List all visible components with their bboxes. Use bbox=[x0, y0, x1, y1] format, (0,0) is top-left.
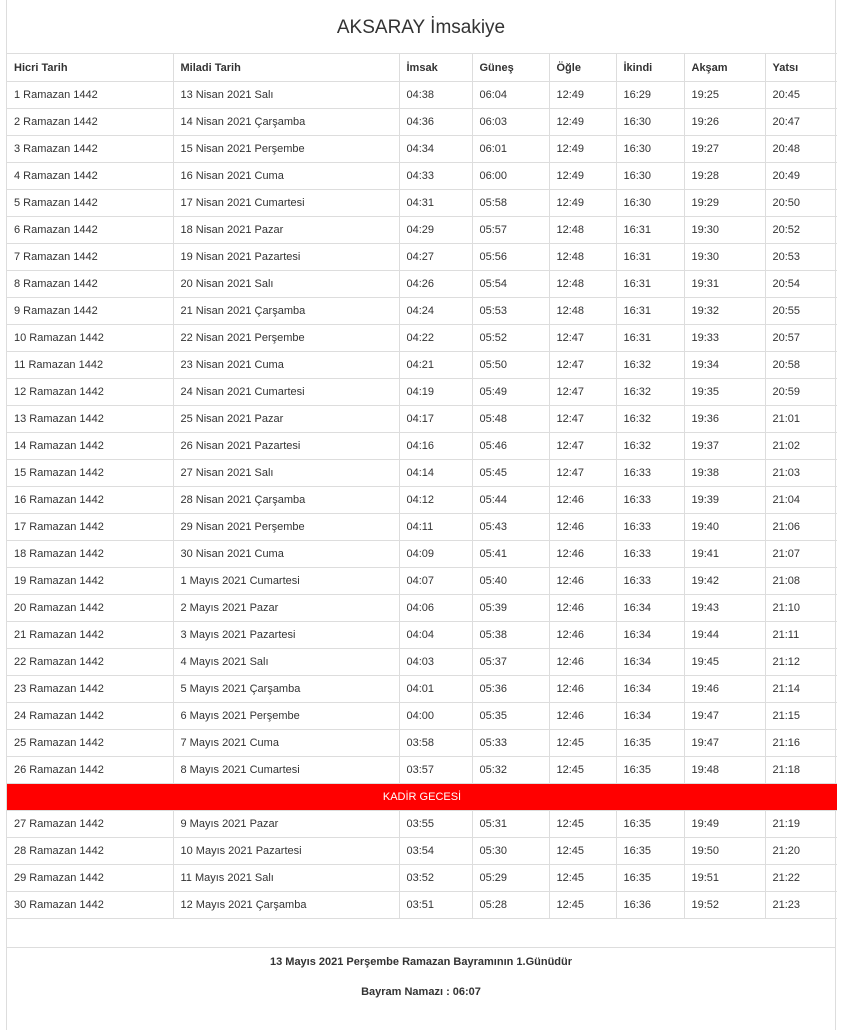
gunes-cell: 05:53 bbox=[472, 298, 549, 325]
miladi-tarih-cell: 28 Nisan 2021 Çarşamba bbox=[173, 487, 399, 514]
spacer-row bbox=[7, 919, 837, 947]
imsak-cell: 04:11 bbox=[399, 514, 472, 541]
table-row bbox=[7, 865, 837, 892]
ogle-cell: 12:45 bbox=[549, 865, 616, 892]
miladi-tarih-cell: 17 Nisan 2021 Cumartesi bbox=[173, 190, 399, 217]
gunes-cell: 06:00 bbox=[472, 163, 549, 190]
aksam-cell: 19:50 bbox=[684, 838, 765, 865]
miladi-tarih-cell: 13 Nisan 2021 Salı bbox=[173, 82, 399, 109]
hicri-tarih-cell: 7 Ramazan 1442 bbox=[7, 244, 173, 271]
hicri-tarih-cell: 11 Ramazan 1442 bbox=[7, 352, 173, 379]
hicri-tarih-cell: 22 Ramazan 1442 bbox=[7, 649, 173, 676]
gunes-cell: 05:44 bbox=[472, 487, 549, 514]
miladi-tarih-cell: 7 Mayıs 2021 Cuma bbox=[173, 730, 399, 757]
miladi-tarih-cell: 8 Mayıs 2021 Cumartesi bbox=[173, 757, 399, 784]
gunes-cell: 05:48 bbox=[472, 406, 549, 433]
hicri-tarih-cell: 13 Ramazan 1442 bbox=[7, 406, 173, 433]
gunes-cell: 05:38 bbox=[472, 622, 549, 649]
ikindi-cell: 16:34 bbox=[616, 649, 684, 676]
miladi-tarih-cell: 21 Nisan 2021 Çarşamba bbox=[173, 298, 399, 325]
header-imsak: İmsak bbox=[399, 54, 472, 82]
miladi-tarih-cell: 4 Mayıs 2021 Salı bbox=[173, 649, 399, 676]
imsak-cell: 03:52 bbox=[399, 865, 472, 892]
ogle-cell: 12:49 bbox=[549, 109, 616, 136]
hicri-tarih-cell: 16 Ramazan 1442 bbox=[7, 487, 173, 514]
table-row bbox=[7, 379, 837, 406]
ogle-cell: 12:46 bbox=[549, 541, 616, 568]
gunes-cell: 05:54 bbox=[472, 271, 549, 298]
ikindi-cell: 16:36 bbox=[616, 892, 684, 919]
miladi-tarih-cell: 9 Mayıs 2021 Pazar bbox=[173, 811, 399, 838]
imsak-cell: 03:55 bbox=[399, 811, 472, 838]
yatsi-cell: 20:47 bbox=[765, 109, 837, 136]
aksam-cell: 19:47 bbox=[684, 703, 765, 730]
ogle-cell: 12:49 bbox=[549, 190, 616, 217]
yatsi-cell: 20:58 bbox=[765, 352, 837, 379]
hicri-tarih-cell: 28 Ramazan 1442 bbox=[7, 838, 173, 865]
imsak-cell: 04:27 bbox=[399, 244, 472, 271]
table-row bbox=[7, 82, 837, 109]
footer bbox=[7, 947, 835, 1006]
imsak-cell: 04:17 bbox=[399, 406, 472, 433]
hicri-tarih-cell: 15 Ramazan 1442 bbox=[7, 460, 173, 487]
aksam-cell: 19:46 bbox=[684, 676, 765, 703]
table-row bbox=[7, 811, 837, 838]
table-row bbox=[7, 460, 837, 487]
gunes-cell: 05:49 bbox=[472, 379, 549, 406]
table-row bbox=[7, 595, 837, 622]
hicri-tarih-cell: 24 Ramazan 1442 bbox=[7, 703, 173, 730]
imsak-cell: 04:04 bbox=[399, 622, 472, 649]
hicri-tarih-cell: 8 Ramazan 1442 bbox=[7, 271, 173, 298]
ogle-cell: 12:46 bbox=[549, 595, 616, 622]
miladi-tarih-cell: 16 Nisan 2021 Cuma bbox=[173, 163, 399, 190]
gunes-cell: 05:40 bbox=[472, 568, 549, 595]
table-row bbox=[7, 838, 837, 865]
table-row bbox=[7, 649, 837, 676]
ogle-cell: 12:45 bbox=[549, 730, 616, 757]
hicri-tarih-cell: 29 Ramazan 1442 bbox=[7, 865, 173, 892]
ikindi-cell: 16:32 bbox=[616, 352, 684, 379]
hicri-tarih-cell: 30 Ramazan 1442 bbox=[7, 892, 173, 919]
imsak-cell: 04:34 bbox=[399, 136, 472, 163]
table-row bbox=[7, 487, 837, 514]
miladi-tarih-cell: 25 Nisan 2021 Pazar bbox=[173, 406, 399, 433]
gunes-cell: 05:39 bbox=[472, 595, 549, 622]
table-row bbox=[7, 892, 837, 919]
aksam-cell: 19:25 bbox=[684, 82, 765, 109]
ogle-cell: 12:48 bbox=[549, 244, 616, 271]
table-row bbox=[7, 406, 837, 433]
imsakiye-table bbox=[7, 53, 837, 947]
aksam-cell: 19:29 bbox=[684, 190, 765, 217]
ogle-cell: 12:48 bbox=[549, 298, 616, 325]
aksam-cell: 19:36 bbox=[684, 406, 765, 433]
hicri-tarih-cell: 2 Ramazan 1442 bbox=[7, 109, 173, 136]
gunes-cell: 06:04 bbox=[472, 82, 549, 109]
ikindi-cell: 16:35 bbox=[616, 838, 684, 865]
ogle-cell: 12:49 bbox=[549, 136, 616, 163]
gunes-cell: 05:58 bbox=[472, 190, 549, 217]
aksam-cell: 19:35 bbox=[684, 379, 765, 406]
gunes-cell: 05:36 bbox=[472, 676, 549, 703]
imsak-cell: 04:33 bbox=[399, 163, 472, 190]
ikindi-cell: 16:35 bbox=[616, 730, 684, 757]
hicri-tarih-cell: 4 Ramazan 1442 bbox=[7, 163, 173, 190]
yatsi-cell: 20:49 bbox=[765, 163, 837, 190]
ogle-cell: 12:46 bbox=[549, 568, 616, 595]
aksam-cell: 19:28 bbox=[684, 163, 765, 190]
gunes-cell: 05:46 bbox=[472, 433, 549, 460]
bayram-note: 13 Mayıs 2021 Perşembe Ramazan Bayramının 1.Günüdür bbox=[269, 955, 573, 968]
yatsi-cell: 20:45 bbox=[765, 82, 837, 109]
ikindi-cell: 16:30 bbox=[616, 163, 684, 190]
ikindi-cell: 16:35 bbox=[616, 811, 684, 838]
ogle-cell: 12:48 bbox=[549, 217, 616, 244]
aksam-cell: 19:52 bbox=[684, 892, 765, 919]
imsak-cell: 04:29 bbox=[399, 217, 472, 244]
ogle-cell: 12:47 bbox=[549, 433, 616, 460]
miladi-tarih-cell: 19 Nisan 2021 Pazartesi bbox=[173, 244, 399, 271]
page-title: AKSARAY İmsakiye bbox=[336, 17, 506, 38]
table-row bbox=[7, 514, 837, 541]
aksam-cell: 19:41 bbox=[684, 541, 765, 568]
miladi-tarih-cell: 27 Nisan 2021 Salı bbox=[173, 460, 399, 487]
ikindi-cell: 16:32 bbox=[616, 379, 684, 406]
imsak-cell: 04:26 bbox=[399, 271, 472, 298]
table-row bbox=[7, 244, 837, 271]
gunes-cell: 05:57 bbox=[472, 217, 549, 244]
ikindi-cell: 16:33 bbox=[616, 514, 684, 541]
table-row bbox=[7, 298, 837, 325]
table-row bbox=[7, 730, 837, 757]
ogle-cell: 12:46 bbox=[549, 649, 616, 676]
ogle-cell: 12:47 bbox=[549, 325, 616, 352]
hicri-tarih-cell: 14 Ramazan 1442 bbox=[7, 433, 173, 460]
miladi-tarih-cell: 15 Nisan 2021 Perşembe bbox=[173, 136, 399, 163]
imsak-cell: 04:36 bbox=[399, 109, 472, 136]
aksam-cell: 19:30 bbox=[684, 217, 765, 244]
yatsi-cell: 21:08 bbox=[765, 568, 837, 595]
table-row bbox=[7, 352, 837, 379]
yatsi-cell: 21:06 bbox=[765, 514, 837, 541]
ikindi-cell: 16:33 bbox=[616, 460, 684, 487]
ikindi-cell: 16:30 bbox=[616, 136, 684, 163]
yatsi-cell: 21:10 bbox=[765, 595, 837, 622]
ogle-cell: 12:49 bbox=[549, 163, 616, 190]
hicri-tarih-cell: 6 Ramazan 1442 bbox=[7, 217, 173, 244]
imsak-cell: 04:14 bbox=[399, 460, 472, 487]
ikindi-cell: 16:35 bbox=[616, 865, 684, 892]
ogle-cell: 12:45 bbox=[549, 811, 616, 838]
gunes-cell: 05:35 bbox=[472, 703, 549, 730]
ikindi-cell: 16:33 bbox=[616, 568, 684, 595]
aksam-cell: 19:26 bbox=[684, 109, 765, 136]
yatsi-cell: 20:54 bbox=[765, 271, 837, 298]
hicri-tarih-cell: 26 Ramazan 1442 bbox=[7, 757, 173, 784]
table-row bbox=[7, 163, 837, 190]
ogle-cell: 12:46 bbox=[549, 703, 616, 730]
yatsi-cell: 21:14 bbox=[765, 676, 837, 703]
miladi-tarih-cell: 26 Nisan 2021 Pazartesi bbox=[173, 433, 399, 460]
aksam-cell: 19:44 bbox=[684, 622, 765, 649]
ikindi-cell: 16:34 bbox=[616, 595, 684, 622]
gunes-cell: 05:41 bbox=[472, 541, 549, 568]
imsakiye-container bbox=[6, 0, 836, 1030]
miladi-tarih-cell: 24 Nisan 2021 Cumartesi bbox=[173, 379, 399, 406]
yatsi-cell: 21:16 bbox=[765, 730, 837, 757]
aksam-cell: 19:45 bbox=[684, 649, 765, 676]
miladi-tarih-cell: 30 Nisan 2021 Cuma bbox=[173, 541, 399, 568]
miladi-tarih-cell: 18 Nisan 2021 Pazar bbox=[173, 217, 399, 244]
header-miladi-tarih: Miladi Tarih bbox=[173, 54, 399, 82]
miladi-tarih-cell: 2 Mayıs 2021 Pazar bbox=[173, 595, 399, 622]
ikindi-cell: 16:30 bbox=[616, 109, 684, 136]
imsak-cell: 04:19 bbox=[399, 379, 472, 406]
miladi-tarih-cell: 5 Mayıs 2021 Çarşamba bbox=[173, 676, 399, 703]
ikindi-cell: 16:29 bbox=[616, 82, 684, 109]
imsak-cell: 04:24 bbox=[399, 298, 472, 325]
yatsi-cell: 21:18 bbox=[765, 757, 837, 784]
ogle-cell: 12:46 bbox=[549, 487, 616, 514]
yatsi-cell: 20:57 bbox=[765, 325, 837, 352]
ikindi-cell: 16:34 bbox=[616, 622, 684, 649]
yatsi-cell: 21:15 bbox=[765, 703, 837, 730]
gunes-cell: 05:43 bbox=[472, 514, 549, 541]
gunes-cell: 05:37 bbox=[472, 649, 549, 676]
yatsi-cell: 21:03 bbox=[765, 460, 837, 487]
ikindi-cell: 16:34 bbox=[616, 676, 684, 703]
ogle-cell: 12:47 bbox=[549, 379, 616, 406]
imsak-cell: 04:01 bbox=[399, 676, 472, 703]
imsak-cell: 04:12 bbox=[399, 487, 472, 514]
gunes-cell: 05:32 bbox=[472, 757, 549, 784]
hicri-tarih-cell: 12 Ramazan 1442 bbox=[7, 379, 173, 406]
ikindi-cell: 16:33 bbox=[616, 487, 684, 514]
miladi-tarih-cell: 20 Nisan 2021 Salı bbox=[173, 271, 399, 298]
miladi-tarih-cell: 23 Nisan 2021 Cuma bbox=[173, 352, 399, 379]
ikindi-cell: 16:35 bbox=[616, 757, 684, 784]
yatsi-cell: 21:22 bbox=[765, 865, 837, 892]
table-row bbox=[7, 325, 837, 352]
aksam-cell: 19:31 bbox=[684, 271, 765, 298]
hicri-tarih-cell: 5 Ramazan 1442 bbox=[7, 190, 173, 217]
imsak-cell: 03:57 bbox=[399, 757, 472, 784]
bayram-namazi: Bayram Namazı : 06:07 bbox=[361, 985, 481, 998]
kadir-gecesi-label: KADİR GECESİ bbox=[7, 784, 837, 811]
ikindi-cell: 16:31 bbox=[616, 244, 684, 271]
yatsi-cell: 21:20 bbox=[765, 838, 837, 865]
table-row bbox=[7, 271, 837, 298]
table-row bbox=[7, 190, 837, 217]
aksam-cell: 19:39 bbox=[684, 487, 765, 514]
aksam-cell: 19:47 bbox=[684, 730, 765, 757]
ogle-cell: 12:45 bbox=[549, 757, 616, 784]
imsak-cell: 04:21 bbox=[399, 352, 472, 379]
miladi-tarih-cell: 12 Mayıs 2021 Çarşamba bbox=[173, 892, 399, 919]
table-row bbox=[7, 568, 837, 595]
header-gunes: Güneş bbox=[472, 54, 549, 82]
table-row bbox=[7, 622, 837, 649]
hicri-tarih-cell: 1 Ramazan 1442 bbox=[7, 82, 173, 109]
table-row bbox=[7, 136, 837, 163]
aksam-cell: 19:43 bbox=[684, 595, 765, 622]
hicri-tarih-cell: 20 Ramazan 1442 bbox=[7, 595, 173, 622]
gunes-cell: 05:30 bbox=[472, 838, 549, 865]
header-aksam: Akşam bbox=[684, 54, 765, 82]
aksam-cell: 19:34 bbox=[684, 352, 765, 379]
imsak-cell: 03:58 bbox=[399, 730, 472, 757]
gunes-cell: 05:33 bbox=[472, 730, 549, 757]
ogle-cell: 12:47 bbox=[549, 352, 616, 379]
ikindi-cell: 16:31 bbox=[616, 271, 684, 298]
aksam-cell: 19:33 bbox=[684, 325, 765, 352]
miladi-tarih-cell: 10 Mayıs 2021 Pazartesi bbox=[173, 838, 399, 865]
ikindi-cell: 16:34 bbox=[616, 703, 684, 730]
aksam-cell: 19:42 bbox=[684, 568, 765, 595]
miladi-tarih-cell: 11 Mayıs 2021 Salı bbox=[173, 865, 399, 892]
ikindi-cell: 16:30 bbox=[616, 190, 684, 217]
table-row bbox=[7, 757, 837, 784]
imsak-cell: 04:03 bbox=[399, 649, 472, 676]
ikindi-cell: 16:31 bbox=[616, 298, 684, 325]
gunes-cell: 05:31 bbox=[472, 811, 549, 838]
table-row bbox=[7, 217, 837, 244]
table-row bbox=[7, 433, 837, 460]
table-body-before bbox=[7, 82, 837, 784]
aksam-cell: 19:40 bbox=[684, 514, 765, 541]
yatsi-cell: 21:04 bbox=[765, 487, 837, 514]
special-row-group bbox=[7, 784, 837, 811]
table-row bbox=[7, 676, 837, 703]
hicri-tarih-cell: 17 Ramazan 1442 bbox=[7, 514, 173, 541]
yatsi-cell: 20:52 bbox=[765, 217, 837, 244]
ogle-cell: 12:47 bbox=[549, 460, 616, 487]
ogle-cell: 12:49 bbox=[549, 82, 616, 109]
table-header-row bbox=[7, 54, 837, 82]
gunes-cell: 05:52 bbox=[472, 325, 549, 352]
imsak-cell: 04:16 bbox=[399, 433, 472, 460]
gunes-cell: 05:28 bbox=[472, 892, 549, 919]
imsak-cell: 04:22 bbox=[399, 325, 472, 352]
ogle-cell: 12:46 bbox=[549, 514, 616, 541]
aksam-cell: 19:48 bbox=[684, 757, 765, 784]
imsak-cell: 04:07 bbox=[399, 568, 472, 595]
ikindi-cell: 16:32 bbox=[616, 406, 684, 433]
yatsi-cell: 21:11 bbox=[765, 622, 837, 649]
spacer-group bbox=[7, 919, 837, 947]
hicri-tarih-cell: 9 Ramazan 1442 bbox=[7, 298, 173, 325]
table-row bbox=[7, 109, 837, 136]
table-row bbox=[7, 541, 837, 568]
gunes-cell: 05:45 bbox=[472, 460, 549, 487]
yatsi-cell: 20:59 bbox=[765, 379, 837, 406]
miladi-tarih-cell: 6 Mayıs 2021 Perşembe bbox=[173, 703, 399, 730]
ogle-cell: 12:45 bbox=[549, 892, 616, 919]
hicri-tarih-cell: 21 Ramazan 1442 bbox=[7, 622, 173, 649]
hicri-tarih-cell: 3 Ramazan 1442 bbox=[7, 136, 173, 163]
kadir-gecesi-row bbox=[7, 784, 837, 811]
yatsi-cell: 21:19 bbox=[765, 811, 837, 838]
ikindi-cell: 16:31 bbox=[616, 217, 684, 244]
ogle-cell: 12:47 bbox=[549, 406, 616, 433]
hicri-tarih-cell: 27 Ramazan 1442 bbox=[7, 811, 173, 838]
yatsi-cell: 20:53 bbox=[765, 244, 837, 271]
aksam-cell: 19:27 bbox=[684, 136, 765, 163]
yatsi-cell: 21:07 bbox=[765, 541, 837, 568]
yatsi-cell: 20:48 bbox=[765, 136, 837, 163]
header-ogle: Öğle bbox=[549, 54, 616, 82]
imsak-cell: 04:00 bbox=[399, 703, 472, 730]
aksam-cell: 19:38 bbox=[684, 460, 765, 487]
gunes-cell: 05:50 bbox=[472, 352, 549, 379]
header-ikindi: İkindi bbox=[616, 54, 684, 82]
yatsi-cell: 21:12 bbox=[765, 649, 837, 676]
miladi-tarih-cell: 22 Nisan 2021 Perşembe bbox=[173, 325, 399, 352]
yatsi-cell: 20:55 bbox=[765, 298, 837, 325]
table-body-after bbox=[7, 811, 837, 919]
miladi-tarih-cell: 14 Nisan 2021 Çarşamba bbox=[173, 109, 399, 136]
imsak-cell: 04:38 bbox=[399, 82, 472, 109]
aksam-cell: 19:51 bbox=[684, 865, 765, 892]
yatsi-cell: 21:02 bbox=[765, 433, 837, 460]
hicri-tarih-cell: 23 Ramazan 1442 bbox=[7, 676, 173, 703]
aksam-cell: 19:30 bbox=[684, 244, 765, 271]
ikindi-cell: 16:33 bbox=[616, 541, 684, 568]
miladi-tarih-cell: 3 Mayıs 2021 Pazartesi bbox=[173, 622, 399, 649]
gunes-cell: 06:03 bbox=[472, 109, 549, 136]
gunes-cell: 06:01 bbox=[472, 136, 549, 163]
spacer-cell bbox=[7, 919, 837, 947]
ogle-cell: 12:45 bbox=[549, 838, 616, 865]
yatsi-cell: 21:01 bbox=[765, 406, 837, 433]
imsak-cell: 03:54 bbox=[399, 838, 472, 865]
miladi-tarih-cell: 29 Nisan 2021 Perşembe bbox=[173, 514, 399, 541]
aksam-cell: 19:32 bbox=[684, 298, 765, 325]
table-row bbox=[7, 703, 837, 730]
header-hicri-tarih: Hicri Tarih bbox=[7, 54, 173, 82]
miladi-tarih-cell: 1 Mayıs 2021 Cumartesi bbox=[173, 568, 399, 595]
imsak-cell: 04:31 bbox=[399, 190, 472, 217]
gunes-cell: 05:56 bbox=[472, 244, 549, 271]
hicri-tarih-cell: 25 Ramazan 1442 bbox=[7, 730, 173, 757]
imsak-cell: 04:06 bbox=[399, 595, 472, 622]
ikindi-cell: 16:32 bbox=[616, 433, 684, 460]
aksam-cell: 19:49 bbox=[684, 811, 765, 838]
header-yatsi: Yatsı bbox=[765, 54, 837, 82]
hicri-tarih-cell: 19 Ramazan 1442 bbox=[7, 568, 173, 595]
yatsi-cell: 21:23 bbox=[765, 892, 837, 919]
hicri-tarih-cell: 10 Ramazan 1442 bbox=[7, 325, 173, 352]
imsak-cell: 04:09 bbox=[399, 541, 472, 568]
imsak-cell: 03:51 bbox=[399, 892, 472, 919]
ogle-cell: 12:46 bbox=[549, 676, 616, 703]
hicri-tarih-cell: 18 Ramazan 1442 bbox=[7, 541, 173, 568]
yatsi-cell: 20:50 bbox=[765, 190, 837, 217]
aksam-cell: 19:37 bbox=[684, 433, 765, 460]
ikindi-cell: 16:31 bbox=[616, 325, 684, 352]
ogle-cell: 12:46 bbox=[549, 622, 616, 649]
ogle-cell: 12:48 bbox=[549, 271, 616, 298]
gunes-cell: 05:29 bbox=[472, 865, 549, 892]
